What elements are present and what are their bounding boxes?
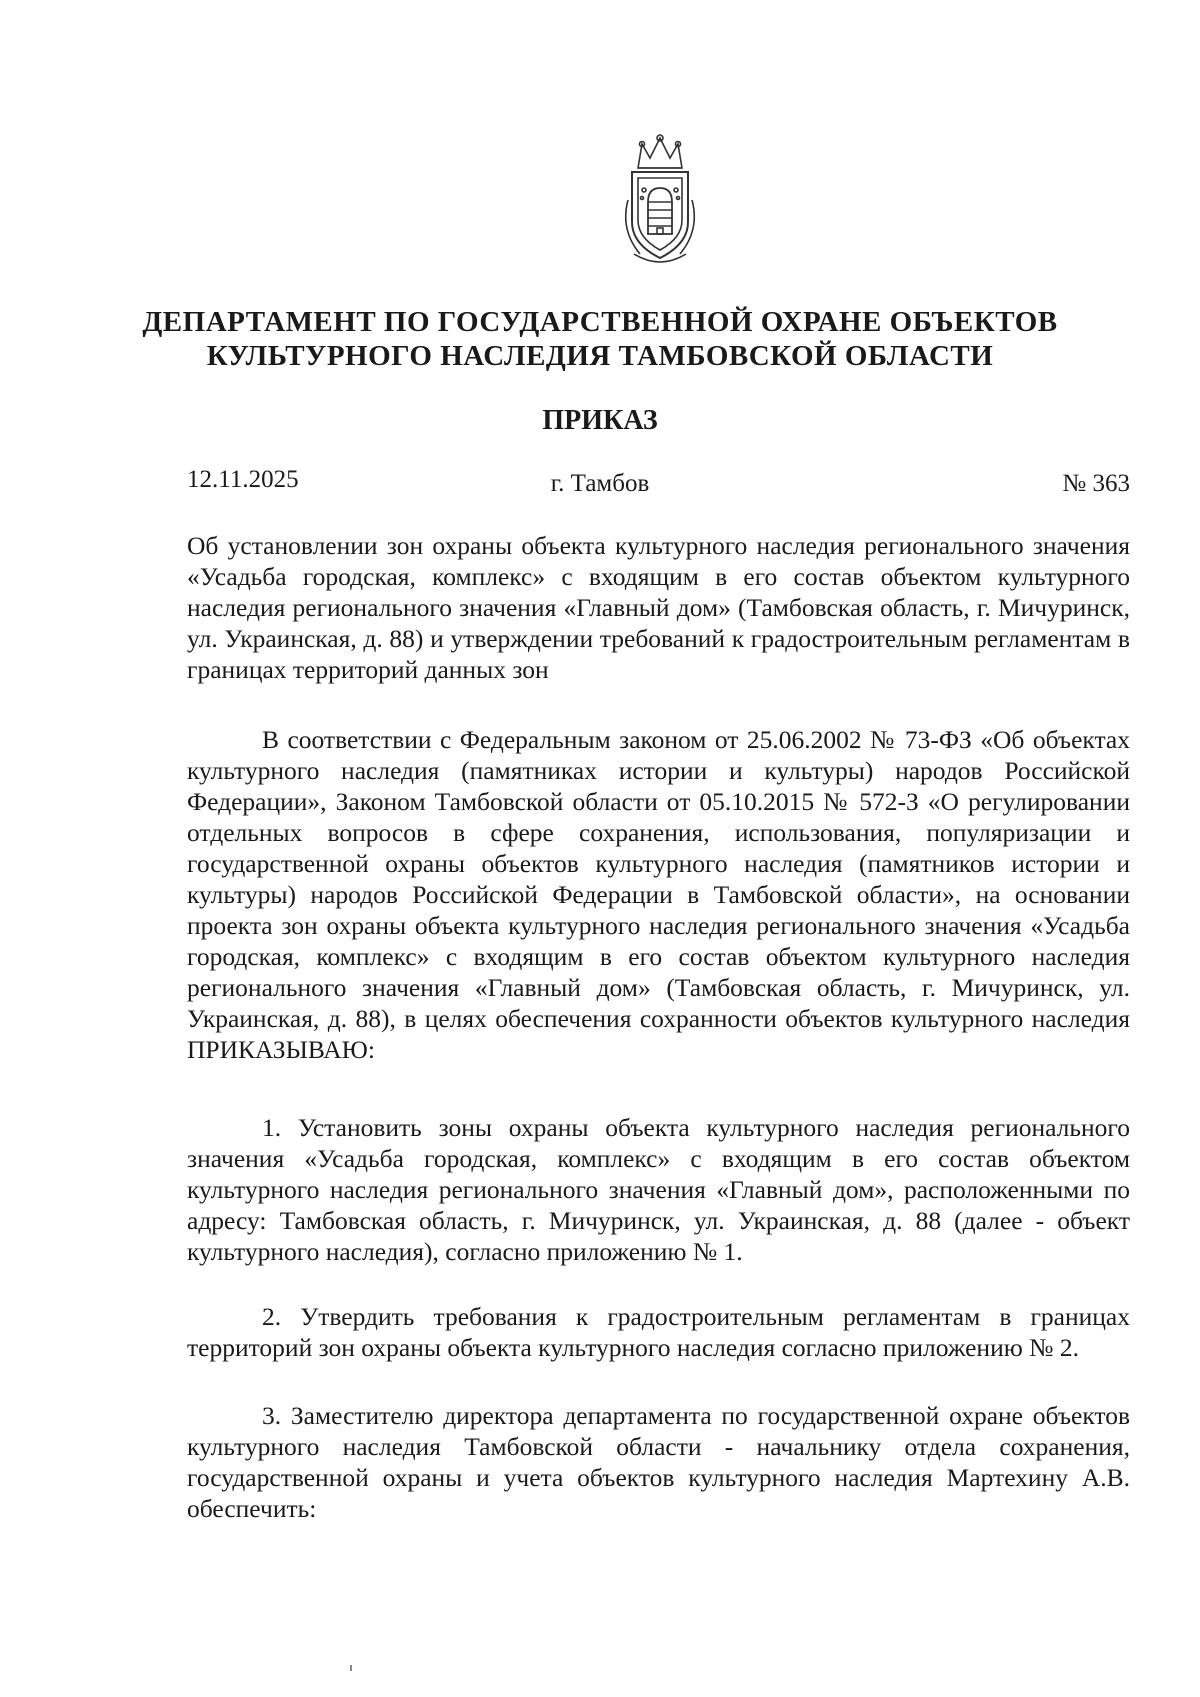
scan-mark: [350, 1665, 352, 1671]
clause-2: 2. Утвердить требования к градостроительным регламентам в границах территорий зон охраны объекта культурного наследия согласно приложению № 2.: [187, 1302, 1130, 1362]
document-city: г. Тамбов: [550, 470, 650, 497]
preamble-paragraph: В соответствии с Федеральным законом от 25.06.2002 № 73-ФЗ «Об объектах культурного наследия (памятниках истории и культуры) народов Российской Федерации», Законом Тамбовской области от 05.10.2015 № 572-З «О регулировании отдельных вопросов в сфере сохранения, использования, популяризации и государственной охраны объектов культурного наследия (памятников истории и культуры) народов Российской Федерации в Тамбовской области», на основании проекта зон охраны объекта культурного наследия регионального значения «Усадьба городская, комплекс» с входящим в его состав объектом культурного наследия регионального значения «Главный дом» (Тамбовская область, г. Мичуринск, ул. Украинская, д. 88), в целях обеспечения сохранности объектов культурного наследия ПРИКАЗЫВАЮ:: [187, 725, 1130, 1064]
document-number: № 363: [1062, 470, 1130, 497]
coat-of-arms-icon: [610, 130, 710, 270]
document-subject: Об установлении зон охраны объекта культурного наследия регионального значения «Усадьба городская, комплекс» с входящим в его состав объектом культурного наследия регионального значения «Главный дом» (Тамбовская область, г. Мичуринск, ул. Украинская, д. 88) и утверждении требований к градостроительным регламентам в границах территорий данных зон: [187, 531, 1130, 684]
document-date: 12.11.2025: [187, 466, 299, 493]
clause-3: 3. Заместителю директора департамента по государственной охране объектов культурного наследия Тамбовской области - начальнику отдела сохранения, государственной охраны и учета объектов культурного наследия Мартехину А.В. обеспечить:: [187, 1401, 1130, 1523]
clause-1: 1. Установить зоны охраны объекта культурного наследия регионального значения «Усадьба городская, комплекс» с входящим в его состав объектом культурного наследия регионального значения «Главный дом», расположенными по адресу: Тамбовская область, г. Мичуринск, ул. Украинская, д. 88 (далее - объект культурного наследия), согласно приложению № 1.: [187, 1113, 1130, 1266]
document-type: ПРИКАЗ: [542, 405, 658, 436]
coat-of-arms-emblem: [610, 130, 710, 270]
organization-title-line1: ДЕПАРТАМЕНТ ПО ГОСУДАРСТВЕННОЙ ОХРАНЕ ОБЪЕКТОВ: [142, 306, 1058, 338]
organization-title-line2: КУЛЬТУРНОГО НАСЛЕДИЯ ТАМБОВСКОЙ ОБЛАСТИ: [206, 340, 994, 372]
